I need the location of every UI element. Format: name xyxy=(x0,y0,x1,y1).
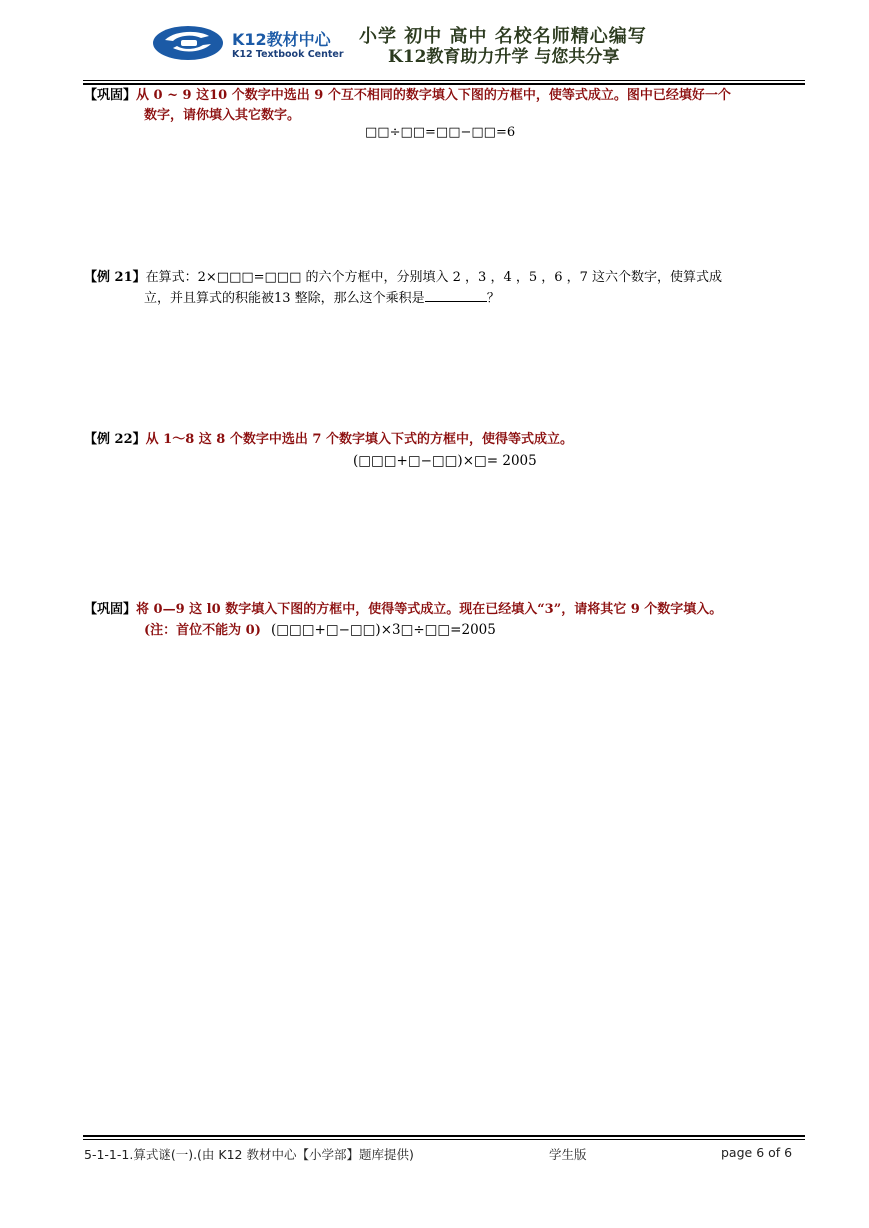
problem-tag: 【例 22】 xyxy=(84,432,146,447)
header-rule-top xyxy=(83,80,805,81)
problem-example-21 xyxy=(84,268,814,309)
problem-text: 在算式：2×□□□=□□□ 的六个方框中，分别填入 2 ，3 ，4 ，5 ，6 ，7 这六个数字，使算式成 xyxy=(145,270,723,285)
answer-blank xyxy=(425,288,487,302)
header-slogan-line1: 小学 初中 高中 名校名师精心编写 xyxy=(359,26,647,47)
equation: □□÷□□=□□−□□=6 xyxy=(365,125,516,140)
header-rule-bottom xyxy=(83,83,805,85)
problem-consolidate-2 xyxy=(84,600,814,641)
problem-text: 从 1～8 这 8 个数字中选出 7 个数字填入下式的方框中，使得等式成立。 xyxy=(145,432,573,447)
problem-text: 从 0 ~ 9 这10 个数字中选出 9 个互不相同的数字填入下图的方框中，使等式成立。图中已经填好一个 xyxy=(136,88,731,103)
problem-tag: 【例 21】 xyxy=(84,270,146,285)
problem-text-continued: 数字，请你填入其它数字。 xyxy=(144,108,301,123)
footer-source: 5-1-1-1.算式谜(一).(由 K12 教材中心【小学部】题库提供) xyxy=(84,1147,414,1162)
problem-consolidate-1 xyxy=(84,86,814,126)
footer-rule-bottom xyxy=(83,1139,805,1140)
logo-subtitle: K12 Textbook Center xyxy=(232,49,344,60)
problem-example-22 xyxy=(84,430,814,450)
footer-rule-top xyxy=(83,1135,805,1137)
problem-text: 将 0—9 这 l0 数字填入下图的方框中，使得等式成立。现在已经填入“3”，请将其它 9 个数字填入。 xyxy=(136,602,723,617)
logo-title: K12教材中心 xyxy=(232,30,331,49)
problem-text-continued: 立，并且算式的积能被13 整除，那么这个乘积是 xyxy=(144,291,425,306)
equation: (□□□+□−□□)×3□÷□□=2005 xyxy=(271,622,496,638)
problem-tag: 【巩固】 xyxy=(84,88,137,103)
equation: (□□□+□−□□)×□= 2005 xyxy=(353,453,537,469)
footer-edition: 学生版 xyxy=(549,1147,587,1162)
question-mark: ？ xyxy=(486,291,500,306)
page-header xyxy=(0,0,869,80)
problem-tag: 【巩固】 xyxy=(84,602,137,617)
header-slogan-line2: K12教育助力升学 与您共分享 xyxy=(388,47,620,67)
k12-swoosh-icon xyxy=(151,24,225,62)
problem-note: (注：首位不能为 0) xyxy=(144,623,261,638)
page-number: page 6 of 6 xyxy=(721,1145,793,1160)
